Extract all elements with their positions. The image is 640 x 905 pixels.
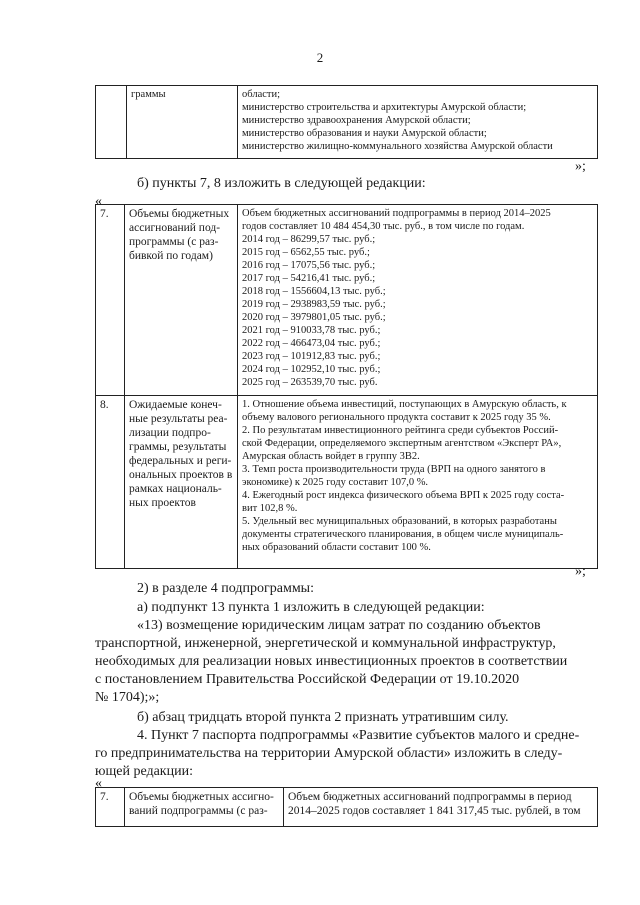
paragraph-2: 2) в разделе 4 подпрограммы: — [137, 581, 314, 596]
text-line: 2018 год – 1556604,13 тыс. руб.; — [242, 286, 386, 297]
table-row — [96, 86, 598, 159]
text-line: «13) возмещение юридическим лицам затрат по созданию объектов — [137, 618, 541, 633]
text-line: рамках националь- — [129, 483, 222, 495]
table-row — [96, 396, 598, 569]
table-cell-num — [96, 396, 125, 569]
text-line: лизации подпро- — [129, 427, 211, 439]
table-cell-title — [125, 205, 238, 396]
text-line: 2016 год – 17075,56 тыс. руб.; — [242, 260, 376, 271]
row-number: 8. — [100, 399, 109, 411]
text-line: Амурская область войдет в группу 3В2. — [242, 451, 420, 462]
table-cell-content — [238, 205, 598, 396]
table-row — [96, 788, 598, 827]
text-line: 2023 год – 101912,83 тыс. руб.; — [242, 351, 381, 362]
text-line: 2019 год – 2938983,59 тыс. руб.; — [242, 299, 386, 310]
text-line: объему валового регионального продукта составит к 2025 году 35 %. — [242, 412, 551, 423]
text-line: Ожидаемые конеч- — [129, 399, 222, 411]
row-number: 7. — [100, 791, 109, 803]
text-line: 2021 год – 910033,78 тыс. руб.; — [242, 325, 381, 336]
text-line: бивкой по годам) — [129, 250, 213, 262]
text-line: ных образований области составит 100 %. — [242, 542, 431, 553]
text-line: № 1704);»; — [95, 690, 160, 705]
paragraph-13 — [95, 617, 598, 707]
paragraph-4 — [95, 727, 598, 781]
table-cell-title — [127, 86, 238, 159]
text-line: го предпринимательства на территории Амурской области» изложить в следу- — [95, 746, 563, 761]
paragraph-a: а) подпункт 13 пункта 1 изложить в следующей редакции: — [137, 600, 485, 615]
table-cell-content — [238, 396, 598, 569]
text-line: ваний подпрограммы (с раз- — [129, 805, 268, 817]
text-line: с постановлением Правительства Российской Федерации от 19.10.2020 — [95, 672, 520, 687]
text-line: 2017 год – 54216,41 тыс. руб.; — [242, 273, 376, 284]
text-line: области; — [242, 89, 281, 100]
page-number: 2 — [316, 50, 324, 65]
text-line: годов составляет 10 484 454,30 тыс. руб., в том числе по годам. — [242, 221, 525, 232]
row-number: 7. — [100, 208, 109, 220]
text-line: 3. Темп роста производительности труда (ВРП на одного занятого в — [242, 464, 546, 475]
text-line: 2014–2025 годов составляет 1 841 317,45 тыс. рублей, в том — [288, 805, 581, 817]
text-line: транспортной, инженерной, энергетической и коммунальной инфраструктур, — [95, 636, 556, 651]
text-line: 2025 год – 263539,70 тыс. руб. — [242, 377, 378, 388]
text-line: программы (с раз- — [129, 236, 219, 248]
cell-text: граммы — [131, 89, 166, 100]
table-cell-content — [238, 86, 598, 159]
table-cell-num — [96, 205, 125, 396]
text-line: министерство строительства и архитектуры Амурской области; — [242, 102, 527, 113]
paragraph-b2: б) абзац тридцать второй пункта 2 признать утратившим силу. — [137, 710, 509, 725]
table-amendments — [95, 204, 598, 569]
text-line: 2014 год – 86299,57 тыс. руб.; — [242, 234, 376, 245]
text-line: необходимых для реализации новых инвестиционных проектов в соответствии — [95, 654, 568, 669]
table-cell-title — [125, 396, 238, 569]
text-line: ных проектов — [129, 497, 196, 509]
text-line: граммы, результаты — [129, 441, 227, 453]
table-passport — [95, 787, 598, 827]
open-quote: « — [95, 776, 102, 791]
text-line: федеральных и реги- — [129, 455, 232, 467]
text-line: ской Федерации, определяемого экспертным агентством «Эксперт РА», — [242, 438, 562, 449]
text-line: ющей редакции: — [95, 764, 193, 779]
closing-quote: »; — [575, 159, 586, 174]
text-line: 2024 год – 102952,10 тыс. руб.; — [242, 364, 381, 375]
table-cell-num — [96, 86, 127, 159]
paragraph-b: б) пункты 7, 8 изложить в следующей редакции: — [137, 176, 426, 191]
text-line: ассигнований под- — [129, 222, 221, 234]
text-line: Объем бюджетных ассигнований подпрограммы в период 2014–2025 — [242, 208, 551, 219]
open-quote: « — [95, 194, 102, 209]
text-line: 2015 год – 6562,55 тыс. руб.; — [242, 247, 370, 258]
text-line: 4. Пункт 7 паспорта подпрограммы «Развитие субъектов малого и средне- — [137, 728, 580, 743]
text-line: вит 102,8 %. — [242, 503, 298, 514]
text-line: Объемы бюджетных ассигно- — [129, 791, 274, 803]
text-line: 2020 год – 3979801,05 тыс. руб.; — [242, 312, 386, 323]
text-line: министерство здравоохранения Амурской области; — [242, 115, 471, 126]
table-continuation — [95, 85, 598, 159]
text-line: 5. Удельный вес муниципальных образований, в которых разработаны — [242, 516, 557, 527]
text-line: 2022 год – 466473,04 тыс. руб.; — [242, 338, 381, 349]
text-line: документы стратегического планирования, в общем числе муниципаль- — [242, 529, 564, 540]
table-cell-content — [284, 788, 598, 827]
table-cell-num — [96, 788, 125, 827]
table-row — [96, 205, 598, 396]
text-line: 2. По результатам инвестиционного рейтинга среди субъектов Россий- — [242, 425, 559, 436]
text-line: Объемы бюджетных — [129, 208, 230, 220]
text-line: экономике) к 2025 году составит 107,0 %. — [242, 477, 429, 488]
text-line: 1. Отношение объема инвестиций, поступающих в Амурскую область, к — [242, 399, 567, 410]
text-line: 4. Ежегодный рост индекса физического объема ВРП к 2025 году соста- — [242, 490, 565, 501]
text-line: ные результаты реа- — [129, 413, 228, 425]
closing-quote: »; — [575, 564, 586, 579]
text-line: министерство жилищно-коммунального хозяйства Амурской области — [242, 141, 553, 152]
text-line: Объем бюджетных ассигнований подпрограммы в период — [288, 791, 572, 803]
table-cell-title — [125, 788, 284, 827]
text-line: ональных проектов в — [129, 469, 233, 481]
text-line: министерство образования и науки Амурской области; — [242, 128, 487, 139]
